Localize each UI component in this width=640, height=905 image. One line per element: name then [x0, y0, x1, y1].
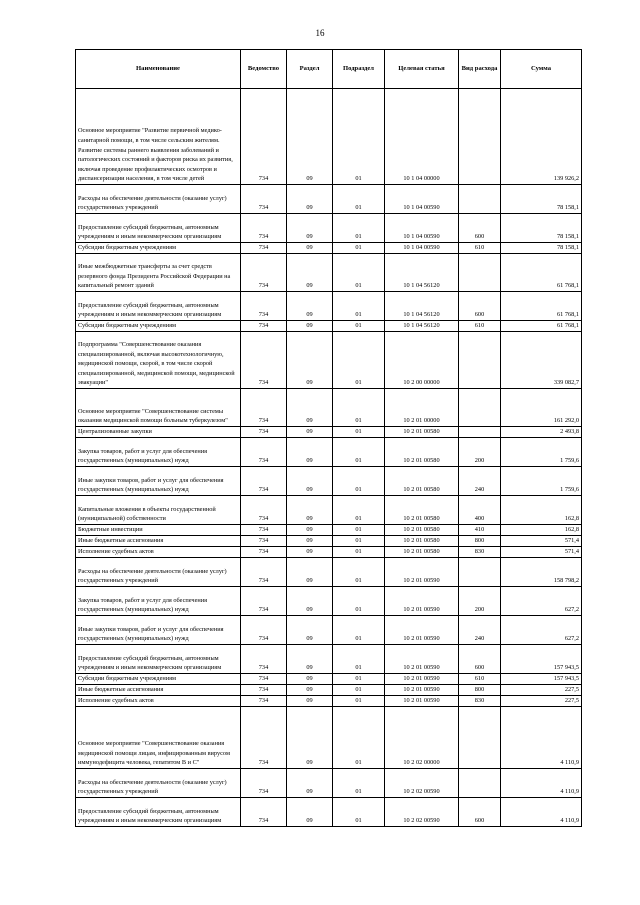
cell-target-article: 10 1 04 00590 — [385, 185, 459, 214]
cell-name: Исполнение судебных актов — [76, 547, 241, 558]
cell-name: Закупка товаров, работ и услуг для обеспечения государственных (муниципальных) нужд — [76, 587, 241, 616]
cell-name: Иные межбюджетные трансферты за счет средств резервного фонда Президента Российской Федерации на капитальный ремонт зданий — [76, 254, 241, 292]
cell-sum: 1 759,6 — [501, 438, 582, 467]
page-number: 16 — [315, 28, 325, 38]
cell-razdel: 09 — [287, 89, 333, 185]
cell-name: Основное мероприятие "Совершенствование оказания медицинской помощи лицам, инфицированным вирусом иммунодефицита человека, гепатитом В и С" — [76, 707, 241, 769]
cell-podrazdel: 01 — [333, 321, 385, 332]
cell-name: Расходы на обеспечение деятельности (оказание услуг) государственных учреждений — [76, 769, 241, 798]
table-row — [76, 292, 582, 321]
cell-target-article: 10 2 01 00580 — [385, 427, 459, 438]
cell-razdel: 09 — [287, 587, 333, 616]
table-header-row — [76, 50, 582, 89]
cell-razdel: 09 — [287, 438, 333, 467]
cell-razdel: 09 — [287, 645, 333, 674]
header-expense-type: Вид расхода — [459, 50, 501, 89]
cell-razdel: 09 — [287, 707, 333, 769]
cell-podrazdel: 01 — [333, 214, 385, 243]
cell-podrazdel: 01 — [333, 389, 385, 427]
cell-sum: 161 292,0 — [501, 389, 582, 427]
table-row — [76, 389, 582, 427]
table-row — [76, 254, 582, 292]
cell-expense-type — [459, 332, 501, 389]
budget-table — [75, 49, 582, 827]
cell-expense-type — [459, 185, 501, 214]
table-row — [76, 427, 582, 438]
table-row — [76, 214, 582, 243]
cell-expense-type: 800 — [459, 685, 501, 696]
cell-razdel: 09 — [287, 243, 333, 254]
cell-vedomstvo: 734 — [241, 321, 287, 332]
cell-name: Капитальные вложения в объекты государственной (муниципальной) собственности — [76, 496, 241, 525]
cell-podrazdel: 01 — [333, 769, 385, 798]
cell-sum: 627,2 — [501, 616, 582, 645]
cell-target-article: 10 2 01 00590 — [385, 616, 459, 645]
header-podrazdel: Подраздел — [333, 50, 385, 89]
cell-razdel: 09 — [287, 547, 333, 558]
cell-sum: 627,2 — [501, 587, 582, 616]
header-vedomstvo: Ведомство — [241, 50, 287, 89]
table-row — [76, 616, 582, 645]
cell-vedomstvo: 734 — [241, 89, 287, 185]
cell-podrazdel: 01 — [333, 707, 385, 769]
cell-expense-type: 200 — [459, 587, 501, 616]
cell-name: Субсидии бюджетным учреждениям — [76, 674, 241, 685]
cell-sum: 4 110,9 — [501, 707, 582, 769]
cell-name: Исполнение судебных актов — [76, 696, 241, 707]
cell-expense-type — [459, 707, 501, 769]
cell-sum: 2 493,8 — [501, 427, 582, 438]
cell-vedomstvo: 734 — [241, 616, 287, 645]
table-row — [76, 798, 582, 827]
cell-name: Централизованные закупки — [76, 427, 241, 438]
cell-name: Иные закупки товаров, работ и услуг для обеспечения государственных (муниципальных) нужд — [76, 616, 241, 645]
cell-sum: 162,8 — [501, 525, 582, 536]
cell-sum: 157 943,5 — [501, 645, 582, 674]
table-row — [76, 685, 582, 696]
cell-vedomstvo: 734 — [241, 587, 287, 616]
cell-expense-type — [459, 427, 501, 438]
cell-sum: 162,8 — [501, 496, 582, 525]
cell-expense-type — [459, 254, 501, 292]
cell-sum: 4 110,9 — [501, 769, 582, 798]
cell-razdel: 09 — [287, 536, 333, 547]
cell-expense-type: 240 — [459, 616, 501, 645]
cell-sum: 78 158,1 — [501, 185, 582, 214]
cell-vedomstvo: 734 — [241, 185, 287, 214]
cell-expense-type: 400 — [459, 496, 501, 525]
cell-podrazdel: 01 — [333, 547, 385, 558]
cell-razdel: 09 — [287, 321, 333, 332]
table-row — [76, 496, 582, 525]
cell-vedomstvo: 734 — [241, 254, 287, 292]
cell-target-article: 10 2 01 00580 — [385, 525, 459, 536]
cell-sum: 158 798,2 — [501, 558, 582, 587]
cell-expense-type: 600 — [459, 798, 501, 827]
cell-target-article: 10 2 00 00000 — [385, 332, 459, 389]
cell-expense-type — [459, 89, 501, 185]
cell-podrazdel: 01 — [333, 292, 385, 321]
cell-target-article: 10 1 04 56120 — [385, 321, 459, 332]
cell-expense-type: 600 — [459, 292, 501, 321]
cell-podrazdel: 01 — [333, 558, 385, 587]
cell-target-article: 10 2 01 00580 — [385, 536, 459, 547]
cell-expense-type: 410 — [459, 525, 501, 536]
cell-razdel: 09 — [287, 185, 333, 214]
header-razdel: Раздел — [287, 50, 333, 89]
table-row — [76, 467, 582, 496]
table-row — [76, 769, 582, 798]
cell-razdel: 09 — [287, 685, 333, 696]
cell-podrazdel: 01 — [333, 438, 385, 467]
cell-razdel: 09 — [287, 696, 333, 707]
cell-vedomstvo: 734 — [241, 685, 287, 696]
cell-vedomstvo: 734 — [241, 547, 287, 558]
table-row — [76, 558, 582, 587]
table-row — [76, 645, 582, 674]
cell-sum: 78 158,1 — [501, 214, 582, 243]
table-row — [76, 321, 582, 332]
cell-podrazdel: 01 — [333, 243, 385, 254]
cell-target-article: 10 2 01 00000 — [385, 389, 459, 427]
cell-vedomstvo: 734 — [241, 332, 287, 389]
cell-expense-type: 610 — [459, 243, 501, 254]
cell-sum: 4 110,9 — [501, 798, 582, 827]
cell-podrazdel: 01 — [333, 685, 385, 696]
cell-name: Предоставление субсидий бюджетным, автономным учреждениям и иным некоммерческим организациям — [76, 645, 241, 674]
cell-name: Субсидии бюджетным учреждениям — [76, 243, 241, 254]
cell-razdel: 09 — [287, 467, 333, 496]
cell-name: Предоставление субсидий бюджетным, автономным учреждениям и иным некоммерческим организациям — [76, 292, 241, 321]
cell-target-article: 10 2 01 00590 — [385, 674, 459, 685]
cell-sum: 61 768,1 — [501, 254, 582, 292]
cell-sum: 227,5 — [501, 685, 582, 696]
cell-target-article: 10 1 04 00590 — [385, 243, 459, 254]
cell-razdel: 09 — [287, 427, 333, 438]
cell-podrazdel: 01 — [333, 254, 385, 292]
cell-sum: 227,5 — [501, 696, 582, 707]
cell-target-article: 10 2 01 00590 — [385, 645, 459, 674]
cell-vedomstvo: 734 — [241, 696, 287, 707]
cell-podrazdel: 01 — [333, 525, 385, 536]
cell-sum: 571,4 — [501, 547, 582, 558]
cell-podrazdel: 01 — [333, 645, 385, 674]
header-name: Наименование — [76, 50, 241, 89]
cell-target-article: 10 2 01 00590 — [385, 685, 459, 696]
cell-name: Иные бюджетные ассигнования — [76, 685, 241, 696]
cell-target-article: 10 2 02 00000 — [385, 707, 459, 769]
cell-target-article: 10 2 01 00590 — [385, 558, 459, 587]
cell-expense-type: 610 — [459, 321, 501, 332]
cell-razdel: 09 — [287, 558, 333, 587]
cell-podrazdel: 01 — [333, 696, 385, 707]
cell-podrazdel: 01 — [333, 674, 385, 685]
cell-podrazdel: 01 — [333, 185, 385, 214]
cell-podrazdel: 01 — [333, 332, 385, 389]
cell-podrazdel: 01 — [333, 496, 385, 525]
cell-podrazdel: 01 — [333, 89, 385, 185]
cell-razdel: 09 — [287, 674, 333, 685]
table-row — [76, 438, 582, 467]
cell-sum: 339 082,7 — [501, 332, 582, 389]
cell-sum: 571,4 — [501, 536, 582, 547]
table-row — [76, 332, 582, 389]
cell-vedomstvo: 734 — [241, 427, 287, 438]
cell-expense-type — [459, 389, 501, 427]
cell-razdel: 09 — [287, 292, 333, 321]
cell-expense-type: 200 — [459, 438, 501, 467]
cell-expense-type: 830 — [459, 547, 501, 558]
cell-expense-type: 610 — [459, 674, 501, 685]
cell-vedomstvo: 734 — [241, 496, 287, 525]
cell-name: Субсидии бюджетным учреждениям — [76, 321, 241, 332]
cell-vedomstvo: 734 — [241, 674, 287, 685]
cell-vedomstvo: 734 — [241, 292, 287, 321]
cell-target-article: 10 1 04 00000 — [385, 89, 459, 185]
cell-sum: 61 768,1 — [501, 292, 582, 321]
cell-sum: 157 943,5 — [501, 674, 582, 685]
table-row — [76, 89, 582, 185]
cell-sum: 139 926,2 — [501, 89, 582, 185]
cell-name: Иные закупки товаров, работ и услуг для обеспечения государственных (муниципальных) нужд — [76, 467, 241, 496]
cell-podrazdel: 01 — [333, 798, 385, 827]
cell-vedomstvo: 734 — [241, 707, 287, 769]
cell-razdel: 09 — [287, 769, 333, 798]
cell-expense-type: 830 — [459, 696, 501, 707]
cell-expense-type: 240 — [459, 467, 501, 496]
cell-razdel: 09 — [287, 389, 333, 427]
cell-name: Основное мероприятие "Совершенствование системы оказания медицинской помощи больным туберкулезом" — [76, 389, 241, 427]
cell-expense-type: 800 — [459, 536, 501, 547]
cell-expense-type — [459, 558, 501, 587]
cell-target-article: 10 2 01 00580 — [385, 496, 459, 525]
header-target-article: Целевая статья — [385, 50, 459, 89]
cell-name: Закупка товаров, работ и услуг для обеспечения государственных (муниципальных) нужд — [76, 438, 241, 467]
cell-name: Основное мероприятие "Развитие первичной медико-санитарной помощи, в том числе сельским жителям. Развитие системы раннего выявления заболеваний и патологических состояний и факторов риска их развития, включая проведение профилактических осмотров и диспансеризации населения, в том числе детей — [76, 89, 241, 185]
cell-target-article: 10 1 04 00590 — [385, 214, 459, 243]
cell-vedomstvo: 734 — [241, 438, 287, 467]
cell-sum: 61 768,1 — [501, 321, 582, 332]
cell-razdel: 09 — [287, 616, 333, 645]
cell-name: Расходы на обеспечение деятельности (оказание услуг) государственных учреждений — [76, 185, 241, 214]
cell-name: Иные бюджетные ассигнования — [76, 536, 241, 547]
table-row — [76, 674, 582, 685]
cell-name: Расходы на обеспечение деятельности (оказание услуг) государственных учреждений — [76, 558, 241, 587]
table-row — [76, 696, 582, 707]
cell-target-article: 10 2 02 00590 — [385, 798, 459, 827]
header-sum: Сумма — [501, 50, 582, 89]
cell-target-article: 10 2 01 00590 — [385, 696, 459, 707]
table-row — [76, 536, 582, 547]
cell-vedomstvo: 734 — [241, 558, 287, 587]
cell-target-article: 10 2 01 00580 — [385, 547, 459, 558]
cell-name: Бюджетные инвестиции — [76, 525, 241, 536]
cell-sum: 1 759,6 — [501, 467, 582, 496]
cell-name: Подпрограмма "Совершенствование оказания специализированной, включая высокотехнологичную, медицинской помощи, скорой, в том числе скорой специализированной, медицинской помощи, медицинской эвакуации" — [76, 332, 241, 389]
cell-podrazdel: 01 — [333, 427, 385, 438]
cell-razdel: 09 — [287, 214, 333, 243]
cell-target-article: 10 2 01 00590 — [385, 587, 459, 616]
table-row — [76, 243, 582, 254]
table-row — [76, 707, 582, 769]
cell-target-article: 10 1 04 56120 — [385, 254, 459, 292]
cell-expense-type — [459, 769, 501, 798]
cell-sum: 78 158,1 — [501, 243, 582, 254]
cell-vedomstvo: 734 — [241, 536, 287, 547]
cell-podrazdel: 01 — [333, 587, 385, 616]
cell-razdel: 09 — [287, 496, 333, 525]
cell-target-article: 10 2 01 00580 — [385, 438, 459, 467]
cell-vedomstvo: 734 — [241, 214, 287, 243]
cell-target-article: 10 1 04 56120 — [385, 292, 459, 321]
cell-vedomstvo: 734 — [241, 243, 287, 254]
cell-razdel: 09 — [287, 525, 333, 536]
cell-expense-type: 600 — [459, 214, 501, 243]
cell-razdel: 09 — [287, 332, 333, 389]
cell-vedomstvo: 734 — [241, 798, 287, 827]
table-row — [76, 185, 582, 214]
cell-vedomstvo: 734 — [241, 467, 287, 496]
cell-name: Предоставление субсидий бюджетным, автономным учреждениям и иным некоммерческим организациям — [76, 214, 241, 243]
table-row — [76, 525, 582, 536]
cell-target-article: 10 2 02 00590 — [385, 769, 459, 798]
cell-podrazdel: 01 — [333, 467, 385, 496]
cell-podrazdel: 01 — [333, 616, 385, 645]
cell-target-article: 10 2 01 00580 — [385, 467, 459, 496]
cell-name: Предоставление субсидий бюджетным, автономным учреждениям и иным некоммерческим организациям — [76, 798, 241, 827]
cell-razdel: 09 — [287, 254, 333, 292]
cell-vedomstvo: 734 — [241, 525, 287, 536]
cell-vedomstvo: 734 — [241, 389, 287, 427]
cell-vedomstvo: 734 — [241, 769, 287, 798]
table-row — [76, 547, 582, 558]
table-row — [76, 587, 582, 616]
cell-vedomstvo: 734 — [241, 645, 287, 674]
cell-expense-type: 600 — [459, 645, 501, 674]
cell-razdel: 09 — [287, 798, 333, 827]
cell-podrazdel: 01 — [333, 536, 385, 547]
